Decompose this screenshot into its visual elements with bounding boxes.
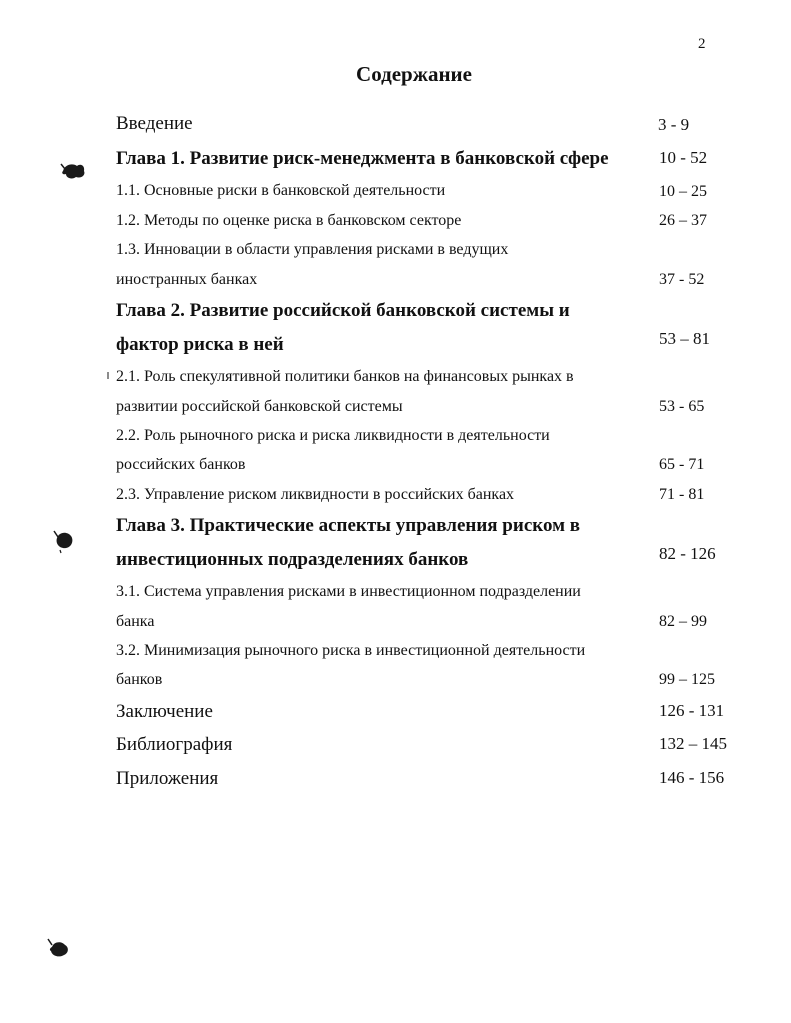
toc-page-section-3-2: 99 – 125 [659, 671, 715, 688]
toc-section-3-2-line2: банков [116, 671, 163, 688]
page-title: Содержание [356, 62, 472, 86]
toc-entry-appendices: Приложения [116, 768, 219, 789]
page-number: 2 [698, 36, 706, 52]
toc-chapter-2-line1: Глава 2. Развитие российской банковской системы и [116, 300, 570, 321]
toc-chapter-3-line1: Глава 3. Практические аспекты управления риском в [116, 515, 581, 536]
toc-section-2-1-line2: развитии российской банковской системы [116, 398, 403, 415]
toc-section-2-2-line2: российских банков [116, 456, 246, 473]
toc-page-section-2-3: 71 - 81 [659, 486, 705, 503]
toc-page-chapter-3: 82 - 126 [659, 544, 716, 563]
toc-page-section-1-3: 37 - 52 [659, 271, 705, 288]
toc-chapter-1: Глава 1. Развитие риск-менеджмента в банковской сфере [116, 148, 609, 169]
scan-mark-middle [52, 528, 76, 554]
scan-mark-bottom [46, 937, 72, 961]
toc-page-chapter-2: 53 – 81 [659, 329, 710, 348]
toc-section-1-3-line2: иностранных банках [116, 271, 258, 288]
toc-section-2-3: 2.3. Управление риском ликвидности в российских банках [116, 486, 515, 503]
toc-entry-conclusion: Заключение [116, 701, 213, 722]
toc-page-section-3-1: 82 – 99 [659, 613, 707, 630]
toc-page-section-1-1: 10 – 25 [659, 183, 707, 200]
toc-section-3-2-line1: 3.2. Минимизация рыночного риска в инвестиционной деятельности [116, 642, 586, 659]
toc-entry-intro: Введение [116, 113, 193, 134]
scan-mark-top [60, 160, 88, 182]
toc-chapter-3-line2: инвестиционных подразделениях банков [116, 549, 469, 570]
toc-page-appendices: 146 - 156 [659, 768, 725, 787]
toc-page-intro: 3 - 9 [658, 115, 690, 134]
toc-section-3-1-line2: банка [116, 613, 155, 630]
toc-page-section-1-2: 26 – 37 [659, 212, 707, 229]
toc-page-chapter-1: 10 - 52 [659, 148, 708, 167]
toc-entry-bibliography: Библиография [116, 734, 233, 755]
toc-section-1-1: 1.1. Основные риски в банковской деятельности [116, 182, 446, 199]
toc-section-2-2-line1: 2.2. Роль рыночного риска и риска ликвидности в деятельности [116, 427, 550, 444]
toc-section-3-1-line1: 3.1. Система управления рисками в инвестиционном подразделении [116, 583, 581, 600]
toc-page-section-2-1: 53 - 65 [659, 398, 705, 415]
toc-section-1-2: 1.2. Методы по оценке риска в банковском секторе [116, 212, 462, 229]
toc-page-conclusion: 126 - 131 [659, 701, 725, 720]
toc-chapter-2-line2: фактор риска в ней [116, 334, 284, 355]
toc-page-section-2-2: 65 - 71 [659, 456, 705, 473]
scan-mark-tick [106, 371, 110, 381]
toc-section-2-1-line1: 2.1. Роль спекулятивной политики банков на финансовых рынках в [116, 368, 574, 385]
toc-section-1-3-line1: 1.3. Инновации в области управления рисками в ведущих [116, 241, 509, 258]
toc-page-bibliography: 132 – 145 [659, 734, 727, 753]
